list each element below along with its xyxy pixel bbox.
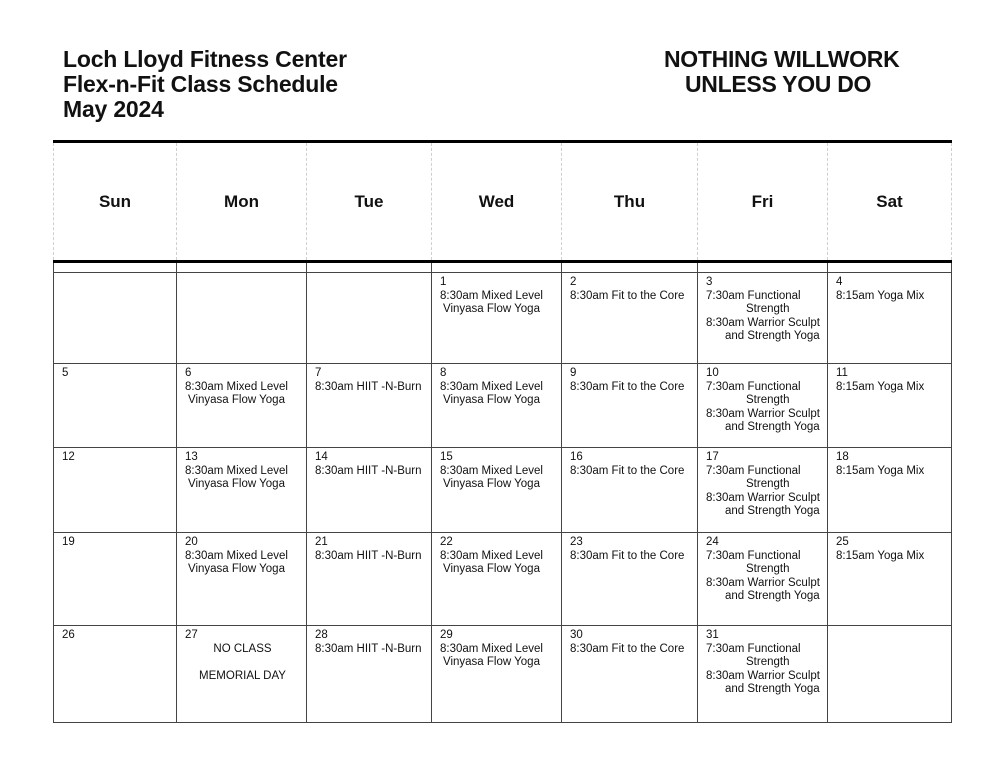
day-number: 28 xyxy=(315,629,328,641)
day-cell xyxy=(53,533,177,626)
day-number: 9 xyxy=(570,367,577,379)
day-number: 4 xyxy=(836,276,843,288)
class-line: 8:30am HIIT -N-Burn xyxy=(315,464,422,477)
day-cell xyxy=(177,448,307,533)
class-line: 8:30am Mixed Level xyxy=(440,380,543,393)
day-number: 2 xyxy=(570,276,577,288)
day-number: 23 xyxy=(570,536,583,548)
day-cell xyxy=(53,448,177,533)
day-number: 10 xyxy=(706,367,719,379)
weeks xyxy=(53,273,952,723)
day-number: 12 xyxy=(62,451,75,463)
class-line: 8:30am Fit to the Core xyxy=(570,549,685,562)
day-cell xyxy=(432,273,562,364)
class-line: and Strength Yoga xyxy=(725,683,820,696)
day-number: 16 xyxy=(570,451,583,463)
class-line: Strength xyxy=(746,303,790,316)
class-line: 8:30am Warrior Sculpt xyxy=(706,316,820,329)
class-line: and Strength Yoga xyxy=(725,330,820,343)
day-cell xyxy=(698,533,828,626)
class-line: 8:15am Yoga Mix xyxy=(836,289,925,302)
class-line: 8:30am Fit to the Core xyxy=(570,642,685,655)
day-number: 20 xyxy=(185,536,198,548)
day-number: 21 xyxy=(315,536,328,548)
day-cell xyxy=(562,533,698,626)
day-cell xyxy=(307,448,432,533)
weekday-thu: Thu xyxy=(562,143,698,260)
day-cell xyxy=(828,448,952,533)
day-cell xyxy=(53,626,177,723)
day-number: 22 xyxy=(440,536,453,548)
day-cell xyxy=(432,533,562,626)
class-line: 8:30am Mixed Level xyxy=(185,380,288,393)
weekday-fri: Fri xyxy=(698,143,828,260)
class-line: 7:30am Functional xyxy=(706,549,801,562)
class-line: and Strength Yoga xyxy=(725,421,820,434)
spacer-cell xyxy=(307,263,432,273)
class-line: Vinyasa Flow Yoga xyxy=(443,303,540,316)
weekday-wed: Wed xyxy=(432,143,562,260)
class-line: Vinyasa Flow Yoga xyxy=(188,478,285,491)
day-number: 24 xyxy=(706,536,719,548)
weekday-tue: Tue xyxy=(307,143,432,260)
day-cell xyxy=(698,364,828,448)
day-number: 1 xyxy=(440,276,447,288)
class-line: Strength xyxy=(746,394,790,407)
day-cell xyxy=(698,448,828,533)
day-cell xyxy=(828,273,952,364)
day-cell xyxy=(432,626,562,723)
day-cell xyxy=(307,273,432,364)
class-line: 8:15am Yoga Mix xyxy=(836,464,925,477)
class-line: Vinyasa Flow Yoga xyxy=(443,478,540,491)
day-number: 25 xyxy=(836,536,849,548)
day-cell xyxy=(698,626,828,723)
day-cell xyxy=(432,364,562,448)
day-cell xyxy=(562,626,698,723)
weekday-sun: Sun xyxy=(53,143,177,260)
day-number: 30 xyxy=(570,629,583,641)
day-cell xyxy=(828,533,952,626)
day-number: 3 xyxy=(706,276,713,288)
motto-line-2: UNLESS YOU DO xyxy=(685,71,872,97)
class-line: 8:30am Fit to the Core xyxy=(570,380,685,393)
class-line: 7:30am Functional xyxy=(706,464,801,477)
day-cell xyxy=(177,364,307,448)
class-line: 8:30am HIIT -N-Burn xyxy=(315,549,422,562)
day-cell xyxy=(307,626,432,723)
day-cell xyxy=(828,364,952,448)
class-line: 8:30am Mixed Level xyxy=(440,549,543,562)
spacer-row xyxy=(53,263,952,273)
class-line: 8:30am Warrior Sculpt xyxy=(706,491,820,504)
weekday-mon: Mon xyxy=(177,143,307,260)
class-line: 8:30am Fit to the Core xyxy=(570,289,685,302)
class-line: 7:30am Functional xyxy=(706,642,801,655)
motto xyxy=(664,47,899,97)
calendar-grid xyxy=(53,143,952,723)
class-line: Strength xyxy=(746,563,790,576)
class-line: Vinyasa Flow Yoga xyxy=(188,563,285,576)
spacer-cell xyxy=(698,263,828,273)
day-number: 29 xyxy=(440,629,453,641)
day-cell xyxy=(828,626,952,723)
day-cell xyxy=(177,273,307,364)
class-line: Vinyasa Flow Yoga xyxy=(443,563,540,576)
day-cell xyxy=(432,448,562,533)
day-number: 14 xyxy=(315,451,328,463)
class-line: 7:30am Functional xyxy=(706,380,801,393)
class-line: Strength xyxy=(746,478,790,491)
class-line: 8:30am Mixed Level xyxy=(185,549,288,562)
day-number: 15 xyxy=(440,451,453,463)
schedule-title xyxy=(63,47,347,122)
spacer-cell xyxy=(562,263,698,273)
class-line xyxy=(185,656,300,670)
class-line: 8:30am Fit to the Core xyxy=(570,464,685,477)
day-number: 7 xyxy=(315,367,322,379)
class-line: 8:30am Mixed Level xyxy=(185,464,288,477)
schedule-name: Flex-n-Fit Class Schedule xyxy=(63,71,338,97)
class-line: and Strength Yoga xyxy=(725,590,820,603)
class-line: and Strength Yoga xyxy=(725,505,820,518)
day-cell xyxy=(53,273,177,364)
day-number: 18 xyxy=(836,451,849,463)
weekday-sat: Sat xyxy=(828,143,952,260)
class-line: Vinyasa Flow Yoga xyxy=(188,394,285,407)
day-number: 13 xyxy=(185,451,198,463)
day-number: 5 xyxy=(62,367,69,379)
class-line: NO CLASS xyxy=(213,642,272,655)
class-line: Strength xyxy=(746,656,790,669)
weekday-header xyxy=(53,143,952,260)
day-cell xyxy=(698,273,828,364)
week-row xyxy=(53,273,952,364)
spacer-cell xyxy=(828,263,952,273)
class-line: 8:15am Yoga Mix xyxy=(836,549,925,562)
day-cell xyxy=(177,626,307,723)
day-number: 8 xyxy=(440,367,447,379)
week-row xyxy=(53,364,952,448)
day-cell xyxy=(307,364,432,448)
day-cell xyxy=(53,364,177,448)
class-line: 8:30am Warrior Sculpt xyxy=(706,576,820,589)
class-line: 8:30am Mixed Level xyxy=(440,642,543,655)
class-line: 8:30am Warrior Sculpt xyxy=(706,407,820,420)
class-line: MEMORIAL DAY xyxy=(199,669,286,682)
spacer-cell xyxy=(432,263,562,273)
day-cell xyxy=(562,273,698,364)
day-number: 31 xyxy=(706,629,719,641)
class-line: 8:30am Mixed Level xyxy=(440,289,543,302)
class-line: 7:30am Functional xyxy=(706,289,801,302)
week-row xyxy=(53,533,952,626)
day-cell xyxy=(562,364,698,448)
motto-line-1: NOTHING WILLWORK xyxy=(664,46,900,72)
spacer-cell xyxy=(53,263,177,273)
spacer-cell xyxy=(177,263,307,273)
class-line: Vinyasa Flow Yoga xyxy=(443,394,540,407)
day-number: 27 xyxy=(185,629,198,641)
day-number: 6 xyxy=(185,367,192,379)
class-line: 8:30am HIIT -N-Burn xyxy=(315,380,422,393)
day-number: 26 xyxy=(62,629,75,641)
day-number: 11 xyxy=(836,367,848,379)
class-line: 8:30am Warrior Sculpt xyxy=(706,669,820,682)
day-cell xyxy=(307,533,432,626)
week-row xyxy=(53,448,952,533)
class-line: 8:30am HIIT -N-Burn xyxy=(315,642,422,655)
class-line: Vinyasa Flow Yoga xyxy=(443,656,540,669)
day-cell xyxy=(562,448,698,533)
class-line: 8:30am Mixed Level xyxy=(440,464,543,477)
day-number: 17 xyxy=(706,451,719,463)
center-name: Loch Lloyd Fitness Center xyxy=(63,46,347,72)
class-line: 8:15am Yoga Mix xyxy=(836,380,925,393)
day-number: 19 xyxy=(62,536,75,548)
week-row xyxy=(53,626,952,723)
schedule-month: May 2024 xyxy=(63,96,164,122)
day-cell xyxy=(177,533,307,626)
